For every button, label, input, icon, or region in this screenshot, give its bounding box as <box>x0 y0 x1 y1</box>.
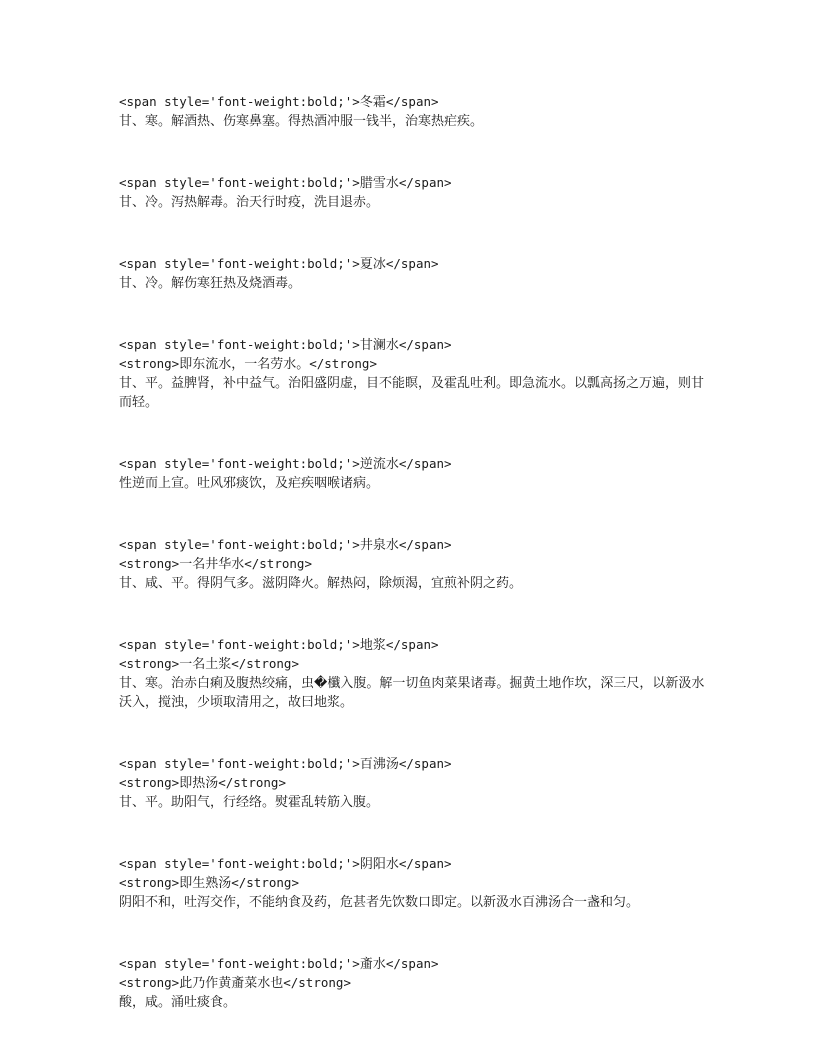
span-open-tag: <span style='font-weight:bold;'> <box>119 256 360 271</box>
entry-name: 百沸汤 <box>359 757 399 772</box>
entry-description: 甘、咸、平。得阴气多。滋阴降火。解热闷，除烦渴，宜煎补阴之药。 <box>119 576 523 591</box>
entry-jishui <box>119 955 709 1012</box>
entry-baifeitang <box>119 755 709 812</box>
entry-jingquanshui <box>119 536 709 593</box>
entry-name: 地浆 <box>359 638 386 653</box>
entry-name: 甘澜水 <box>359 338 399 353</box>
entry-name: 腊雪水 <box>359 176 399 191</box>
entry-name: 夏冰 <box>359 257 386 272</box>
entry-heading <box>119 336 709 355</box>
entry-alias-line <box>119 874 709 893</box>
entry-alias: 即热汤 <box>179 776 219 791</box>
entry-description: 甘、寒。解酒热、伤寒鼻塞。得热酒冲服一钱半，治寒热疟疾。 <box>119 114 484 129</box>
entry-name: 阴阳水 <box>359 857 399 872</box>
entry-description: 甘、冷。解伤寒狂热及烧酒毒。 <box>119 276 302 291</box>
entry-alias: 即生熟汤 <box>179 876 232 891</box>
strong-open-tag: <strong> <box>119 656 180 671</box>
entry-dijiang <box>119 636 709 712</box>
span-close-tag: </span> <box>398 537 452 552</box>
entry-laxueshui <box>119 174 709 212</box>
entry-description: 甘、平。助阳气，行经络。熨霍乱转筋入腹。 <box>119 795 380 810</box>
entry-heading <box>119 755 709 774</box>
entry-heading <box>119 93 709 112</box>
entry-alias-line <box>119 355 709 374</box>
span-open-tag: <span style='font-weight:bold;'> <box>119 637 360 652</box>
span-open-tag: <span style='font-weight:bold;'> <box>119 956 360 971</box>
span-open-tag: <span style='font-weight:bold;'> <box>119 856 360 871</box>
entry-description: 甘、冷。泻热解毒。治天行时疫，洗目退赤。 <box>119 195 380 210</box>
span-close-tag: </span> <box>398 756 452 771</box>
entry-description: 甘、寒。治赤白痢及腹热绞痛，虫�櫼入腹。解一切鱼肉菜果诸毒。掘黄土地作坎，深三尺，以新汲水沃入，搅浊，少顷取清用之，故曰地浆。 <box>119 676 705 710</box>
entry-alias-line <box>119 555 709 574</box>
entry-yinyangshui <box>119 855 709 912</box>
span-open-tag: <span style='font-weight:bold;'> <box>119 456 360 471</box>
span-open-tag: <span style='font-weight:bold;'> <box>119 94 360 109</box>
entry-alias-line <box>119 774 709 793</box>
span-open-tag: <span style='font-weight:bold;'> <box>119 756 360 771</box>
strong-close-tag: </strong> <box>283 975 351 990</box>
entry-heading <box>119 455 709 474</box>
span-open-tag: <span style='font-weight:bold;'> <box>119 175 360 190</box>
strong-open-tag: <strong> <box>119 975 180 990</box>
span-close-tag: </span> <box>385 637 439 652</box>
span-close-tag: </span> <box>398 175 452 190</box>
entry-name: 冬霜 <box>359 95 386 110</box>
entry-alias: 一名土浆 <box>179 657 232 672</box>
entry-xiabing <box>119 255 709 293</box>
span-close-tag: </span> <box>385 956 439 971</box>
strong-close-tag: </strong> <box>231 875 299 890</box>
strong-open-tag: <strong> <box>119 775 180 790</box>
entry-heading <box>119 855 709 874</box>
strong-open-tag: <strong> <box>119 356 180 371</box>
strong-open-tag: <strong> <box>119 875 180 890</box>
span-open-tag: <span style='font-weight:bold;'> <box>119 337 360 352</box>
entry-description: 性逆而上宣。吐风邪痰饮，及疟疾咽喉诸病。 <box>119 476 380 491</box>
entry-name: 齑水 <box>359 957 386 972</box>
strong-close-tag: </strong> <box>231 656 299 671</box>
strong-close-tag: </strong> <box>244 556 312 571</box>
document-page <box>119 93 709 1055</box>
entry-heading <box>119 636 709 655</box>
entry-name: 井泉水 <box>359 538 399 553</box>
entry-alias: 即东流水，一名劳水。 <box>179 357 310 372</box>
entry-description: 酸，咸。涌吐痰食。 <box>119 995 237 1010</box>
entry-alias: 一名井华水 <box>179 557 245 572</box>
entry-niliushui <box>119 455 709 493</box>
entry-ganlanshui <box>119 336 709 412</box>
entry-heading <box>119 255 709 274</box>
entry-heading <box>119 536 709 555</box>
entry-heading <box>119 174 709 193</box>
entry-name: 逆流水 <box>359 457 399 472</box>
entry-alias-line <box>119 655 709 674</box>
span-close-tag: </span> <box>398 456 452 471</box>
entry-description: 阴阳不和，吐泻交作，不能纳食及药，危甚者先饮数口即定。以新汲水百沸汤合一盏和匀。 <box>119 895 640 910</box>
span-close-tag: </span> <box>398 337 452 352</box>
entry-alias: 此乃作黄齑菜水也 <box>179 976 284 991</box>
span-open-tag: <span style='font-weight:bold;'> <box>119 537 360 552</box>
span-close-tag: </span> <box>398 856 452 871</box>
entry-alias-line <box>119 974 709 993</box>
strong-close-tag: </strong> <box>218 775 286 790</box>
strong-open-tag: <strong> <box>119 556 180 571</box>
strong-close-tag: </strong> <box>309 356 377 371</box>
entry-heading <box>119 955 709 974</box>
entry-description: 甘、平。益脾肾，补中益气。治阳盛阴虚，目不能瞑，及霍乱吐利。即急流水。以瓢高扬之万遍，则甘而轻。 <box>119 376 705 410</box>
entry-dongshuang <box>119 93 709 131</box>
span-close-tag: </span> <box>385 94 439 109</box>
span-close-tag: </span> <box>385 256 439 271</box>
